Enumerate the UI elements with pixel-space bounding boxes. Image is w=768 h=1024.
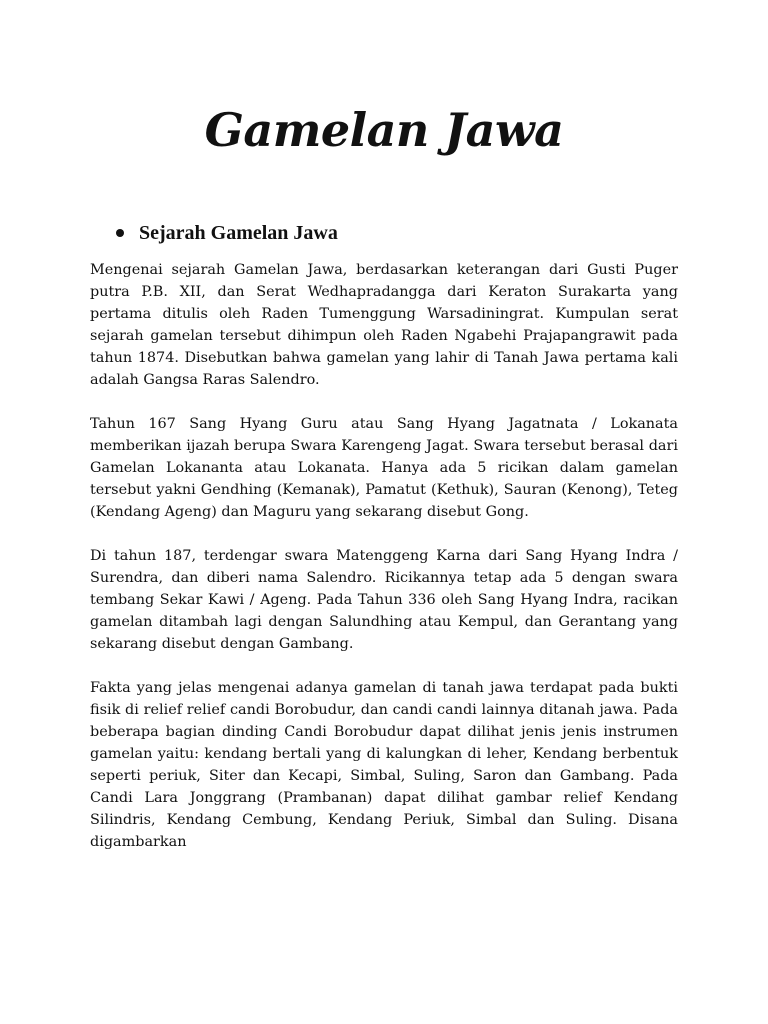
section-heading — [116, 219, 338, 247]
section-heading-text: Sejarah Gamelan Jawa — [139, 222, 338, 244]
paragraph-2: Tahun 167 Sang Hyang Guru atau Sang Hyang Jagatnata / Lokanata memberikan ijazah berupa Swara Karengeng Jagat. Swara tersebut berasal dari Gamelan Lokananta atau Lokanata. Hanya ada 5 ricikan dalam gamelan tersebut yakni Gendhing (Kemanak), Pamatut (Kethuk), Sauran (Kenong), Teteg (Kendang Ageng) dan Maguru yang sekarang disebut Gong. — [90, 416, 678, 520]
body-text — [90, 259, 678, 875]
paragraph-1: Mengenai sejarah Gamelan Jawa, berdasarkan keterangan dari Gusti Puger putra P.B. XII, dan Serat Wedhapradangga dari Keraton Surakarta yang pertama ditulis oleh Raden Tumenggung Warsadiningrat. Kumpulan serat sejarah gamelan tersebut dihimpun oleh Raden Ngabehi Prajapangrawit pada tahun 1874. Disebutkan bahwa gamelan yang lahir di Tanah Jawa pertama kali adalah Gangsa Raras Salendro. — [90, 262, 678, 388]
paragraph-3: Di tahun 187, terdengar swara Matenggeng Karna dari Sang Hyang Indra / Surendra, dan diberi nama Salendro. Ricikannya tetap ada 5 dengan swara tembang Sekar Kawi / Ageng. Pada Tahun 336 oleh Sang Hyang Indra, racikan gamelan ditambah lagi dengan Salundhing atau Kempul, dan Gerantang yang sekarang disebut dengan Gambang. — [90, 548, 678, 652]
document-title: Gamelan Jawa — [204, 103, 564, 157]
paragraph-4: Fakta yang jelas mengenai adanya gamelan di tanah jawa terdapat pada bukti fisik di relief relief candi Borobudur, dan candi candi lainnya ditanah jawa. Pada beberapa bagian dinding Candi Borobudur dapat dilihat jenis jenis instrumen gamelan yaitu: kendang bertali yang di kalungkan di leher, Kendang berbentuk seperti periuk, Siter dan Kecapi, Simbal, Suling, Saron dan Gambang. Pada Candi Lara Jonggrang (Prambanan) dapat dilihat gambar relief Kendang Silindris, Kendang Cembung, Kendang Periuk, Simbal dan Suling. Disana digambarkan — [90, 680, 678, 850]
bullet-icon — [116, 229, 124, 237]
